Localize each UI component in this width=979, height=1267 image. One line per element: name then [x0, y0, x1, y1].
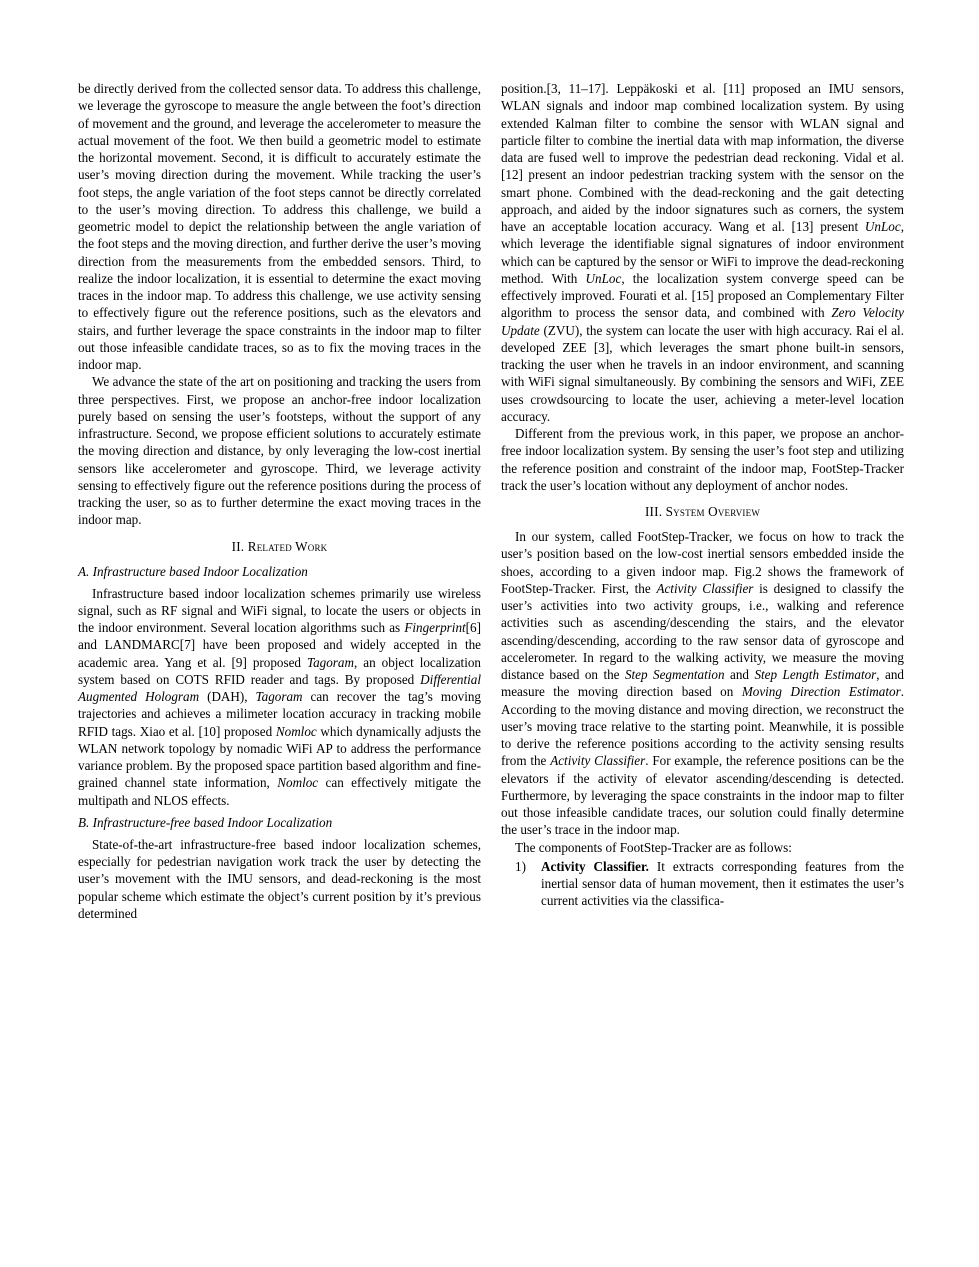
system-overview-paragraph: In our system, called FootStep-Tracker, we focus on how to track the user’s position based on the low-cost inertial sensors embedded inside the shoes, according to a given indoor map. Fig.2 shows the framework of FootStep-Tracker. First, the Activity Classifier is designed to classify the user’s activities into two activity groups, i.e., walking and reference activities such as ascending/descending the stairs, and the elevator ascending/descending, according to the raw sensor data of gyroscope and accelerometer. In regard to the walking activity, we measure the moving distance based on the Step Segmentation and Step Length Estimator, and measure the moving direction based on Moving Direction Estimator. According to the moving distance and moving direction, we reconstruct the user’s moving trace relative to the starting point. Meanwhile, it is possible to derive the reference positions according to the activity sensing results from the Activity Classifier. For example, the reference positions can be the elevators if the activity of elevator ascending/descending is detected. Furthermore, by leveraging the space constraints in the indoor map to filter out those infeasible candidate traces, our solution could finally determine the user’s trace in the indoor map.	[501, 529, 904, 838]
subsection-title-infrastructure: A. Infrastructure based Indoor Localization	[78, 563, 308, 579]
components-intro: The components of FootStep-Tracker are as follows:	[515, 839, 792, 855]
right-column	[501, 80, 904, 910]
list-item-body: Activity Classifier. It extracts corresponding features from the inertial sensor data of human movement, then it estimates the user’s current activities via the classifica-	[541, 858, 904, 909]
section-title-related-work: II. Related Work	[231, 538, 328, 554]
difference-paragraph: Different from the previous work, in this paper, we propose an anchor-free indoor localization system. By sensing the user’s foot step and utilizing the reference position and constraint of the indoor map, FootStep-Tracker track the user’s location without any deployment of anchor nodes.	[501, 426, 904, 493]
related-work-continued-paragraph: position.[3, 11–17]. Leppäkoski et al. [11] proposed an IMU sensors, WLAN signals and indoor map combined localization system. By using extended Kalman filter to combine the sensor with WLAN signal and particle filter to combine the inertial data with map information, the diverse data are fused well to improve the pedestrian dead reckoning. Vidal et al. [12] present an indoor pedestrian tracking system with the sensor on the smart phone. Combined with the dead-reckoning and the gait detecting approach, and aided by the indoor signatures such as corners, the system have an acceptable location accuracy. Wang et al. [13] present UnLoc, which leverage the identifiable signal signatures of indoor environment which can be captured by the sensor or WiFi to improve the dead-reckoning method. With UnLoc, the localization system converge speed can be effectively improved. Fourati et al. [15] proposed an Complementary Filter algorithm to process the sensor data, and combined with Zero Velocity Update (ZVU), the system can locate the user with high accuracy. Rai el al. developed ZEE [3], which leverages the smart phone built-in sensors, tracking the user when he travels in an indoor environment, and scanning with WiFi signal simultaneously. By combining the sensors and WiFi, ZEE uses crowdsourcing to locate the user, achieving a meter-level location accuracy.	[501, 81, 904, 424]
infrastructure-paragraph: Infrastructure based indoor localization schemes primarily use wireless signal, such as RF signal and WiFi signal, to locate the users or objects in the indoor environment. Several location algorithms such as Fingerprint[6] and LANDMARC[7] have been proposed and widely accepted in the academic area. Yang et al. [9] proposed Tagoram, an object localization system based on COTS RFID reader and tags. By proposed Differential Augmented Hologram (DAH), Tagoram can recover the tag’s moving trajectories and achieves a milimeter location accuracy in tracking mobile RFID tags. Xiao et al. [10] proposed Nomloc which dynamically adjusts the WLAN network topology by nomadic WiFi AP to address the performance variance problem. By the proposed space partition based algorithm and fine-grained channel state information, Nomloc can effectively mitigate the multipath and NLOS effects.	[78, 585, 482, 808]
infrastructure-free-paragraph: State-of-the-art infrastructure-free based indoor localization schemes, especially for pedestrian navigation work track the user by detecting the user’s movement with the IMU sensors, and dead-reckoning is the most popular scheme which estimate the object’s current position by it’s previous determined	[78, 836, 481, 921]
list-item-number: 1)	[515, 858, 526, 874]
section-title-system-overview: III. System Overview	[644, 504, 761, 519]
intro-paragraph-continued: be directly derived from the collected sensor data. To address this challenge, we leverage the gyroscope to measure the angle between the foot’s direction of movement and the ground, and leverage the accelerometer to measure the actual movement of the foot. We then build a geometric model to estimate the horizontal movement. Second, it is difficult to accurately estimate the user’s moving direction during the movement. While tracking the user’s foot steps, the angle variation of the foot steps cannot be directly correlated to the user’s moving direction. To address this challenge, we build a geometric model to depict the relationship between the angle variation of the foot steps and the moving direction, and further derive the user’s moving direction from the measurements from the embedded sensors. Third, to realize the indoor localization, it is essential to determine the exact moving traces in the indoor map. To address this challenge, we use activity sensing to effectively figure out the reference positions, such as the elevators and stairs, and further leverage the space constraints in the indoor map to filter out those infeasible candidate traces, so as to fix the moving traces in the indoor map.	[78, 81, 482, 372]
paper-page	[78, 80, 904, 1180]
contributions-paragraph: We advance the state of the art on positioning and tracking the users from three perspectives. First, we propose an anchor-free indoor localization purely based on sensing the user’s footsteps, without the support of any infrastructure. Second, we propose efficient solutions to accurately estimate the moving direction and distance, by only leveraging the low-cost inertial sensors like accelerometer and gyroscope. Third, we leverage activity sensing to effectively figure out the reference positions during the process of tracking the user, so as to further determine the exact moving traces in the indoor map.	[78, 374, 481, 528]
component-list-item	[501, 858, 904, 910]
subsection-title-infrastructure-free: B. Infrastructure-free based Indoor Localization	[78, 814, 333, 830]
left-column	[78, 80, 481, 922]
